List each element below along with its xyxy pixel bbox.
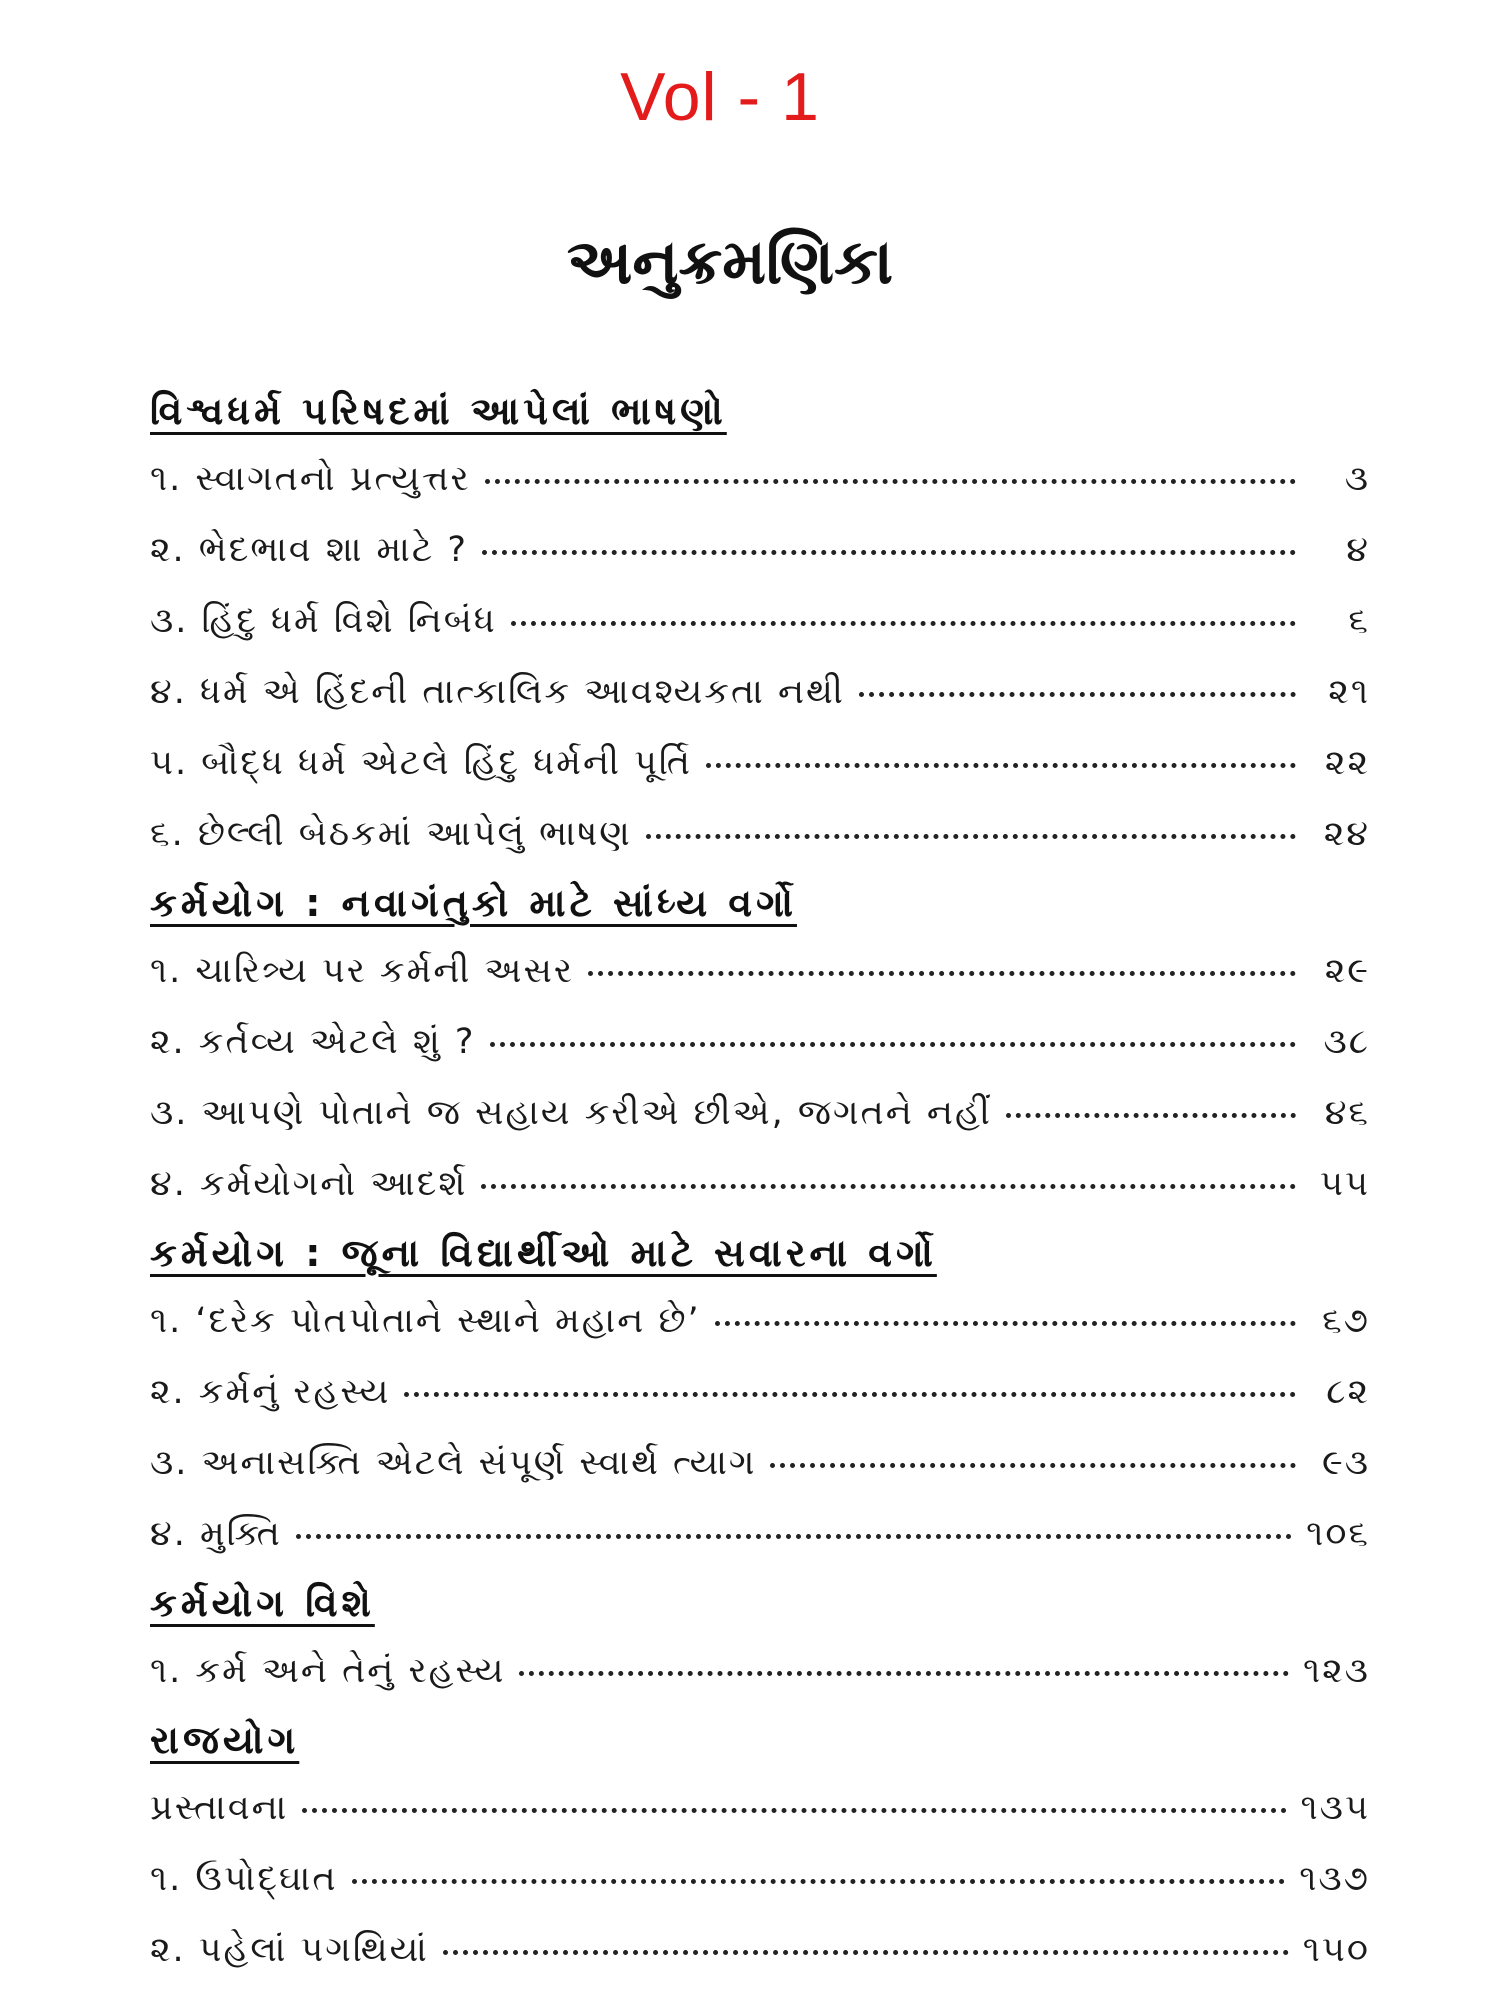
section-heading: વિશ્વધર્મ પરિષદમાં આપેલાં ભાષણો	[150, 389, 727, 433]
entry-title: ૪. કર્મયોગનો આદર્શ	[150, 1164, 468, 1204]
entry-title: ૨. પહેલાં પગથિયાં	[150, 1930, 429, 1970]
entry-title: ૩. હિંદુ ધર્મ વિશે નિબંધ	[150, 601, 497, 641]
dot-leader	[485, 479, 1296, 484]
entry-title: ૪. મુક્તિ	[150, 1514, 282, 1554]
dot-leader	[352, 1879, 1286, 1884]
entry-title: ૫. બૌદ્ધ ધર્મ એટલે હિંદુ ધર્મની પૂર્તિ	[150, 743, 692, 783]
entry-page: ૮૨	[1326, 1372, 1370, 1412]
section-heading: કર્મયોગ : જૂના વિદ્યાર્થીઓ માટે સવારના વર્ગો	[150, 1231, 937, 1275]
dot-leader	[715, 1321, 1296, 1326]
entry-page: ૧૦૬	[1306, 1514, 1370, 1554]
page-title: અનુક્રમણિકા	[566, 225, 894, 298]
dot-leader	[481, 1184, 1296, 1189]
entry-page: ૩	[1344, 459, 1370, 499]
toc-entry	[150, 936, 1370, 1007]
entry-page: ૧૩૭	[1299, 1859, 1370, 1899]
entry-page: ૧૫૦	[1302, 1930, 1370, 1970]
entry-title: ૩. અનાસક્તિ એટલે સંપૂર્ણ સ્વાર્થ ત્યાગ	[150, 1443, 757, 1483]
toc-entry	[150, 444, 1370, 515]
entry-title: ૧. ‘દરેક પોતપોતાને સ્થાને મહાન છે’	[150, 1301, 701, 1341]
dot-leader	[482, 550, 1296, 555]
toc-entry	[150, 799, 1370, 870]
toc-entry	[150, 586, 1370, 657]
section-heading: રાજયોગ	[150, 1718, 300, 1762]
entry-page: ૨૨	[1324, 743, 1370, 783]
entry-title: ૩. આપણે પોતાને જ સહાય કરીએ છીએ, જગતને નહીં	[150, 1093, 992, 1133]
dot-leader	[302, 1808, 1286, 1813]
dot-leader	[588, 971, 1296, 976]
section-heading: કર્મયોગ : નવાગંતુકો માટે સાંધ્ય વર્ગો	[150, 881, 797, 925]
entry-page: ૯૩	[1321, 1443, 1370, 1483]
dot-leader	[1006, 1113, 1296, 1118]
dot-leader	[770, 1463, 1296, 1468]
toc-entry	[150, 657, 1370, 728]
entry-title: ૨. ભેદભાવ શા માટે ?	[150, 530, 468, 570]
toc-entry	[150, 1636, 1370, 1707]
entry-page: ૨૪	[1323, 814, 1370, 854]
toc-entry	[150, 1357, 1370, 1428]
dot-leader	[511, 621, 1296, 626]
entry-page: ૨૯	[1324, 951, 1370, 991]
entry-title: ૨. કર્મનું રહસ્ય	[150, 1372, 391, 1412]
entry-title: ૨. કર્તવ્ય એટલે શું ?	[150, 1022, 476, 1062]
entry-title: ૪. ધર્મ એ હિંદની તાત્કાલિક આવશ્યકતા નથી	[150, 672, 845, 712]
toc-entry	[150, 1499, 1370, 1570]
volume-label: Vol - 1	[620, 59, 820, 135]
entry-page: ૧૩૫	[1300, 1788, 1370, 1828]
entry-title: ૧. ઉપોદ્‌ઘાત	[150, 1859, 338, 1899]
entry-page: ૫૫	[1320, 1164, 1370, 1204]
entry-page: ૨૧	[1328, 672, 1370, 712]
dot-leader	[519, 1671, 1289, 1676]
section-heading: કર્મયોગ વિશે	[150, 1581, 375, 1625]
entry-page: ૬૭	[1322, 1301, 1370, 1341]
toc-entry	[150, 1286, 1370, 1357]
dot-leader	[646, 834, 1296, 839]
entry-page: ૪૬	[1324, 1093, 1370, 1133]
toc-entry	[150, 1007, 1370, 1078]
toc-entry	[150, 515, 1370, 586]
entry-title: ૬. છેલ્લી બેઠકમાં આપેલું ભાષણ	[150, 814, 632, 854]
dot-leader	[490, 1042, 1296, 1047]
entry-page: ૬	[1348, 601, 1370, 641]
entry-page: ૪	[1346, 530, 1370, 570]
toc-entry	[150, 1844, 1370, 1915]
toc-entry	[150, 1078, 1370, 1149]
toc-entry	[150, 1915, 1370, 1986]
dot-leader	[296, 1534, 1292, 1539]
dot-leader	[859, 692, 1296, 697]
toc-entry	[150, 1149, 1370, 1220]
entry-title: પ્રસ્તાવના	[150, 1788, 289, 1828]
dot-leader	[706, 763, 1296, 768]
dot-leader	[404, 1392, 1296, 1397]
toc-entry	[150, 728, 1370, 799]
toc-entry	[150, 1773, 1370, 1844]
dot-leader	[443, 1950, 1289, 1955]
entry-title: ૧. ચારિત્ર્ય પર કર્મની અસર	[150, 951, 574, 991]
entry-page: ૩૮	[1323, 1022, 1370, 1062]
entry-title: ૧. સ્વાગતનો પ્રત્યુત્તર	[150, 459, 471, 499]
toc-entry	[150, 1428, 1370, 1499]
entry-page: ૧૨૩	[1302, 1651, 1370, 1691]
table-of-contents	[150, 378, 1370, 1986]
entry-title: ૧. કર્મ અને તેનું રહસ્ય	[150, 1651, 506, 1691]
